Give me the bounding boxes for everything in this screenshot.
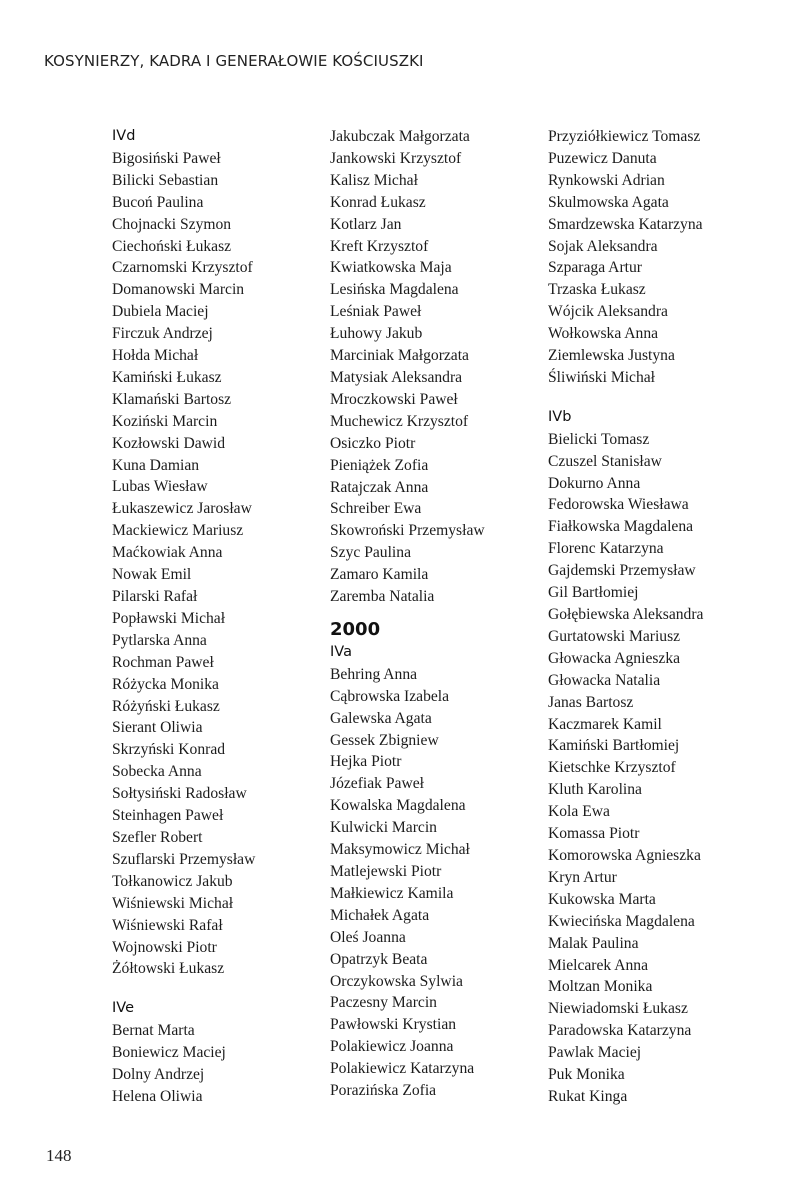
student-name: Skrzyński Konrad	[112, 741, 226, 759]
running-title: KOSYNIERZY, KADRA I GENERAŁOWIE KOŚCIUSZKI	[44, 52, 424, 70]
name-column-1	[112, 126, 255, 1108]
student-name: Oleś Joanna	[330, 928, 406, 946]
student-name: Dolny Andrzej	[112, 1066, 205, 1084]
student-name: Szparaga Artur	[548, 259, 642, 277]
student-name: Komorowska Agnieszka	[548, 846, 701, 864]
student-name: Rynkowski Adrian	[548, 171, 665, 189]
student-name: Szyc Paulina	[330, 544, 411, 562]
student-name: Trzaska Łukasz	[548, 281, 646, 299]
student-name: Koziński Marcin	[112, 412, 218, 430]
student-name: Przyziółkiewicz Tomasz	[548, 128, 701, 145]
student-name: Wójcik Aleksandra	[548, 303, 668, 321]
student-name: Gołębiewska Aleksandra	[548, 606, 704, 624]
student-name: Bigosiński Paweł	[112, 149, 221, 167]
student-name: Tołkanowicz Jakub	[112, 872, 233, 890]
student-name: Szuflarski Przemysław	[112, 850, 256, 868]
student-name: Matysiak Aleksandra	[330, 368, 463, 386]
student-name: Bucoń Paulina	[112, 193, 204, 211]
student-name: Lubas Wiesław	[112, 478, 208, 496]
student-name: Łukaszewicz Jarosław	[112, 500, 252, 518]
student-name: Niewiadomski Łukasz	[548, 1000, 688, 1018]
student-name: Komassa Piotr	[548, 825, 640, 843]
student-name: Konrad Łukasz	[330, 193, 426, 211]
student-name: Muchewicz Krzysztof	[330, 412, 469, 430]
student-name: Wiśniewski Michał	[112, 894, 234, 912]
student-name: Behring Anna	[330, 665, 418, 683]
student-name: Mroczkowski Paweł	[330, 390, 458, 408]
class-label: IVa	[330, 643, 352, 660]
student-name: Opatrzyk Beata	[330, 950, 428, 968]
student-name: Gajdemski Przemysław	[548, 562, 696, 580]
student-name: Smardzewska Katarzyna	[548, 215, 703, 233]
student-name: Kozłowski Dawid	[112, 434, 226, 452]
student-name: Popławski Michał	[112, 609, 226, 627]
student-name: Czarnomski Krzysztof	[112, 259, 253, 277]
student-name: Zaremba Natalia	[330, 588, 435, 606]
student-name: Mackiewicz Mariusz	[112, 522, 244, 540]
student-name: Józefiak Paweł	[330, 775, 424, 793]
student-name: Gessek Zbigniew	[330, 731, 439, 749]
student-name: Marciniak Małgorzata	[330, 347, 469, 365]
year-heading: 2000	[330, 618, 381, 640]
student-name: Paradowska Katarzyna	[548, 1022, 692, 1040]
student-name: Wołkowska Anna	[548, 325, 659, 343]
student-name: Puzewicz Danuta	[548, 149, 657, 167]
student-name: Czuszel Stanisław	[548, 452, 662, 470]
student-name: Polakiewicz Joanna	[330, 1038, 454, 1056]
student-name: Kryn Artur	[548, 868, 617, 886]
student-name: Maćkowiak Anna	[112, 544, 223, 562]
student-name: Zamaro Kamila	[330, 566, 429, 584]
student-name: Gurtatowski Mariusz	[548, 627, 681, 645]
student-name: Pytlarska Anna	[112, 631, 207, 649]
student-name: Ziemlewska Justyna	[548, 347, 675, 365]
student-name: Sołtysiński Radosław	[112, 785, 247, 803]
student-name: Helena Oliwia	[112, 1087, 203, 1105]
student-name: Małkiewicz Kamila	[330, 884, 454, 902]
student-name: Kietschke Krzysztof	[548, 759, 676, 777]
student-name: Leśniak Paweł	[330, 303, 422, 321]
student-name: Sierant Oliwia	[112, 719, 203, 737]
student-name: Głowacka Agnieszka	[548, 649, 681, 667]
student-name: Michałek Agata	[330, 906, 430, 924]
student-name: Sobecka Anna	[112, 763, 202, 781]
student-name: Pilarski Rafał	[112, 588, 198, 606]
class-label: IVb	[548, 408, 572, 425]
name-column-3	[548, 126, 703, 1108]
student-name: Lesińska Magdalena	[330, 281, 459, 299]
student-name: Polakiewicz Katarzyna	[330, 1060, 475, 1078]
student-name: Jakubczak Małgorzata	[330, 128, 470, 145]
student-name: Osiczko Piotr	[330, 434, 416, 452]
student-name: Kuna Damian	[112, 456, 200, 474]
student-name: Kwiatkowska Maja	[330, 259, 452, 277]
student-name: Różyński Łukasz	[112, 697, 220, 715]
student-name: Łuhowy Jakub	[330, 325, 423, 343]
student-name: Kluth Karolina	[548, 781, 642, 799]
student-name: Ciechoński Łukasz	[112, 237, 232, 255]
student-name: Porazińska Zofia	[330, 1082, 437, 1100]
student-name: Galewska Agata	[330, 709, 432, 727]
student-name: Moltzan Monika	[548, 978, 653, 996]
student-name: Pawłowski Krystian	[330, 1016, 457, 1034]
page-number: 148	[46, 1146, 72, 1165]
student-name: Bernat Marta	[112, 1022, 195, 1040]
student-name: Hejka Piotr	[330, 753, 402, 771]
student-name: Dubiela Maciej	[112, 303, 209, 321]
student-name: Matlejewski Piotr	[330, 862, 442, 880]
student-name: Kamiński Łukasz	[112, 368, 222, 386]
class-label: IVd	[112, 128, 136, 144]
class-label: IVe	[112, 1000, 134, 1017]
student-name: Pawlak Maciej	[548, 1044, 642, 1062]
student-name: Sojak Aleksandra	[548, 237, 658, 255]
student-name: Kulwicki Marcin	[330, 819, 437, 837]
student-name: Dokurno Anna	[548, 474, 641, 492]
student-name: Orczykowska Sylwia	[330, 972, 463, 990]
student-name: Ratajczak Anna	[330, 478, 429, 496]
student-name: Głowacka Natalia	[548, 671, 661, 689]
student-name: Schreiber Ewa	[330, 500, 422, 518]
student-name: Kreft Krzysztof	[330, 237, 429, 255]
student-name: Wojnowski Piotr	[112, 938, 217, 956]
student-name: Hołda Michał	[112, 347, 199, 365]
student-name: Maksymowicz Michał	[330, 841, 470, 859]
student-name: Kamiński Bartłomiej	[548, 737, 680, 755]
student-name: Gil Bartłomiej	[548, 584, 639, 602]
block-spacer	[112, 980, 255, 998]
student-name: Boniewicz Maciej	[112, 1044, 226, 1062]
student-name: Śliwiński Michał	[548, 368, 655, 386]
name-column-2	[330, 126, 485, 1102]
student-name: Klamański Bartosz	[112, 390, 232, 408]
student-name: Malak Paulina	[548, 934, 639, 952]
block-spacer	[548, 389, 703, 407]
student-name: Bilicki Sebastian	[112, 171, 219, 189]
student-name: Bielicki Tomasz	[548, 430, 650, 448]
student-name: Fedorowska Wiesława	[548, 496, 689, 514]
student-name: Paczesny Marcin	[330, 994, 437, 1012]
student-name: Żółtowski Łukasz	[112, 960, 225, 978]
student-name: Kwiecińska Magdalena	[548, 912, 695, 930]
student-name: Kalisz Michał	[330, 171, 418, 189]
student-name: Skowroński Przemysław	[330, 522, 485, 540]
student-name: Szefler Robert	[112, 828, 203, 846]
student-name: Nowak Emil	[112, 566, 192, 584]
student-name: Kotlarz Jan	[330, 215, 402, 233]
student-name: Jankowski Krzysztof	[330, 149, 462, 167]
student-name: Mielcarek Anna	[548, 956, 649, 974]
student-name: Wiśniewski Rafał	[112, 916, 223, 934]
student-name: Chojnacki Szymon	[112, 215, 232, 233]
student-name: Firczuk Andrzej	[112, 325, 213, 343]
student-name: Cąbrowska Izabela	[330, 687, 450, 705]
student-name: Różycka Monika	[112, 675, 219, 693]
student-name: Kaczmarek Kamil	[548, 715, 662, 733]
student-name: Janas Bartosz	[548, 693, 634, 711]
student-name: Fiałkowska Magdalena	[548, 518, 694, 536]
student-name: Kola Ewa	[548, 803, 610, 821]
student-name: Steinhagen Paweł	[112, 807, 224, 825]
student-name: Skulmowska Agata	[548, 193, 669, 211]
student-name: Pieniążek Zofia	[330, 456, 429, 474]
student-name: Domanowski Marcin	[112, 281, 245, 299]
student-name: Puk Monika	[548, 1066, 625, 1084]
student-name: Kukowska Marta	[548, 890, 656, 908]
student-name: Florenc Katarzyna	[548, 540, 664, 558]
student-name: Rukat Kinga	[548, 1087, 628, 1105]
student-name: Rochman Paweł	[112, 653, 214, 671]
student-name: Kowalska Magdalena	[330, 797, 466, 815]
